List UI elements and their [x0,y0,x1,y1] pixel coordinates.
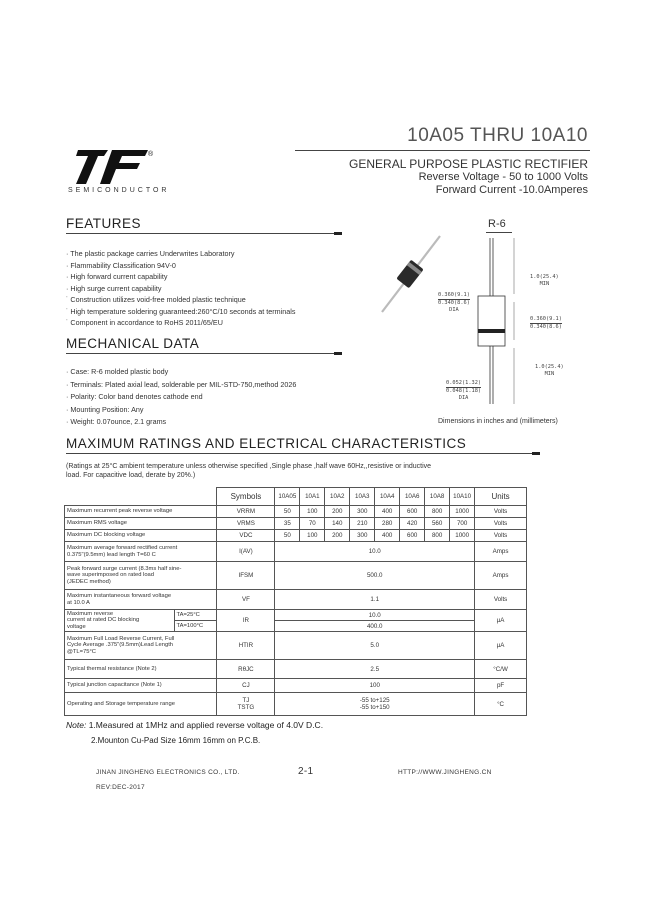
table-row [65,530,527,542]
table-row [65,590,527,610]
row-value: 800 [425,506,450,518]
body-length-dim: 0.360(9.1) 0.340(8.6) [530,316,562,330]
registered-mark: ® [148,151,154,158]
row-value: 420 [400,518,425,530]
row-symbol: VF [217,590,275,610]
table-row [65,693,527,716]
header-symbols: Symbols [217,488,275,506]
mechanical-rule [66,353,338,354]
ratings-rule [66,453,536,454]
row-value: 400 [375,506,400,518]
table-row [65,660,527,679]
features-list [66,248,295,329]
feature-item: ˙ Construction utilizes void-free molded plastic technique [66,295,246,304]
table-row [65,518,527,530]
row-value: 300 [350,530,375,542]
row-value: 300 [350,506,375,518]
note-1: Note: 1.Measured at 1MHz and applied reverse voltage of 4.0V D.C. [66,720,324,730]
header-part: 10A1 [300,488,325,506]
lead-length-bottom-dim: 1.0(25.4) MIN [535,364,564,377]
header-units: Units [475,488,527,506]
logo-subtitle: SEMICONDUCTOR [68,187,170,194]
part-title: 10A05 THRU 10A10 [407,125,588,146]
row-value: 100 [275,679,475,693]
row-unit: °C/W [475,660,527,679]
row-unit: Volts [475,530,527,542]
package-label: R-6 [488,218,506,230]
reverse-voltage-line: Reverse Voltage - 50 to 1000 Volts [418,171,588,183]
product-subtitle: GENERAL PURPOSE PLASTIC RECTIFIER [349,157,588,171]
row-symbol: IR [217,610,275,632]
feature-item: · Flammability Classification 94V-0 [66,260,176,270]
row-condition: TA=25°C [174,610,217,621]
row-symbol: I(AV) [217,542,275,562]
header-part: 10A6 [400,488,425,506]
row-value: 5.0 [275,632,475,660]
table-row [65,610,527,621]
row-condition: TA=100°C [174,621,217,632]
row-value: 600 [400,530,425,542]
row-symbol: HTIR [217,632,275,660]
row-description: Maximum average forward rectified current 0.375"(9.5mm) lead length T=60 C [65,542,217,562]
body-diameter-dim: 0.360(9.1) 0.340(8.6) DIA [438,292,470,313]
row-value: 70 [300,518,325,530]
feature-item: · High forward current capability [66,272,168,281]
row-unit: Amps [475,562,527,590]
diode-illustration [372,232,447,317]
row-value: 50 [275,530,300,542]
website-url: HTTP://WWW.JINGHENG.CN [398,769,492,776]
company-logo [68,150,158,184]
header-part: 10A4 [375,488,400,506]
mechanical-item: · Polarity: Color band denotes cathode end [66,392,203,401]
row-value: 50 [275,506,300,518]
row-value: 10.0 [275,610,475,621]
row-value: 200 [325,530,350,542]
page-number: 2-1 [298,766,314,777]
table-row [65,632,527,660]
table-row [65,679,527,693]
note-2: 2.Mounton Cu-Pad Size 16mm 16mm on P.C.B. [91,736,261,745]
row-value: 700 [450,518,475,530]
row-value: 210 [350,518,375,530]
ratings-conditions: (Ratings at 25°C ambient temperature unless otherwise specified ,Single phase ,half wave 60Hz,,resistive or inductive load. For capacitive load, derate by 20%.) [66,463,432,479]
mechanical-item: · Weight: 0.07ounce, 2.1 grams [66,417,167,426]
row-value: 1000 [450,530,475,542]
table-row [65,506,527,518]
table-row [65,562,527,590]
table-row [65,542,527,562]
row-description: Maximum recurrent peak reverse voltage [65,506,217,518]
row-description: Typical junction capacitance (Note 1) [65,679,217,693]
row-description: Maximum Full Load Reverse Current, Full Cycle Average .375"(9.5mm)Lead Length @TL=75°C [65,632,217,660]
row-unit: °C [475,693,527,716]
mechanical-item: · Case: R-6 molded plastic body [66,367,169,376]
row-unit: pF [475,679,527,693]
row-description: Maximum RMS voltage [65,518,217,530]
row-value: 500.0 [275,562,475,590]
row-symbol: VDC [217,530,275,542]
row-symbol: VRMS [217,518,275,530]
row-symbol: IFSM [217,562,275,590]
features-heading: FEATURES [66,216,142,231]
revision: REV:DEC-2017 [96,784,145,791]
row-unit: Volts [475,590,527,610]
row-symbol: RθJC [217,660,275,679]
row-value: 200 [325,506,350,518]
row-value: 100 [300,506,325,518]
row-unit: Volts [475,518,527,530]
header-part: 10A3 [350,488,375,506]
rule-marker [334,352,342,355]
ratings-table [64,487,527,716]
row-description: Maximum reverse current at rated DC blocking voltage [65,610,175,632]
row-value: 400.0 [275,621,475,632]
header-part: 10A10 [450,488,475,506]
forward-current-line: Forward Current -10.0Amperes [435,184,588,196]
mechanical-heading: MECHANICAL DATA [66,336,200,351]
row-description: Maximum DC blocking voltage [65,530,217,542]
rule-marker [532,452,540,455]
mechanical-item: · Mounting Position: Any [66,404,144,414]
row-description: Typical thermal resistance (Note 2) [65,660,217,679]
row-value: 600 [400,506,425,518]
row-value: 35 [275,518,300,530]
mechanical-item: · Terminals: Plated axial lead, solderable per MIL-STD-750,method 2026 [66,379,297,389]
lead-length-top-dim: 1.0(25.4) MIN [530,274,559,287]
row-symbol: CJ [217,679,275,693]
row-value: 400 [375,530,400,542]
header-part: 10A2 [325,488,350,506]
feature-item: ˙ High temperature soldering guaranteed:260°C/10 seconds at terminals [66,306,296,316]
dimensions-note: Dimensions in inches and (millimeters) [438,418,558,425]
row-value: 140 [325,518,350,530]
row-value: 800 [425,530,450,542]
row-value: 1.1 [275,590,475,610]
row-unit: Volts [475,506,527,518]
row-value: 10.0 [275,542,475,562]
title-underline [295,150,590,151]
header-part: 10A05 [275,488,300,506]
header-part: 10A8 [425,488,450,506]
package-underline [486,232,512,233]
feature-item: ˙ Component in accordance to RoHS 2011/65/EU [66,318,223,327]
feature-item: · High surge current capability [66,283,162,293]
lead-diameter-dim: 0.052(1.32) 0.048(1.18) DIA [446,380,482,401]
row-value: -55 to+125 -55 to+150 [275,693,475,716]
row-unit: μA [475,610,527,632]
row-description: Peak forward surge current (8.3ms half sine- wave superimposed on rated load (JEDEC method) [65,562,217,590]
row-value: 1000 [450,506,475,518]
table-header-row [65,488,527,506]
row-description: Maximum instantaneous forward voltage at 10.0 A [65,590,217,610]
row-value: 2.5 [275,660,475,679]
row-symbol: VRRM [217,506,275,518]
rule-marker [334,232,342,235]
row-value: 280 [375,518,400,530]
features-rule [66,233,338,234]
row-value: 100 [300,530,325,542]
row-description: Operating and Storage temperature range [65,693,217,716]
feature-item: · The plastic package carries Underwrites Laboratory [66,249,235,258]
row-value: 560 [425,518,450,530]
mechanical-list [66,366,296,429]
ratings-heading: MAXIMUM RATINGS AND ELECTRICAL CHARACTERISTICS [66,436,467,451]
row-unit: μA [475,632,527,660]
row-symbol: TJ TSTG [217,693,275,716]
company-name: JINAN JINGHENG ELECTRONICS CO., LTD. [96,769,240,776]
row-unit: Amps [475,542,527,562]
